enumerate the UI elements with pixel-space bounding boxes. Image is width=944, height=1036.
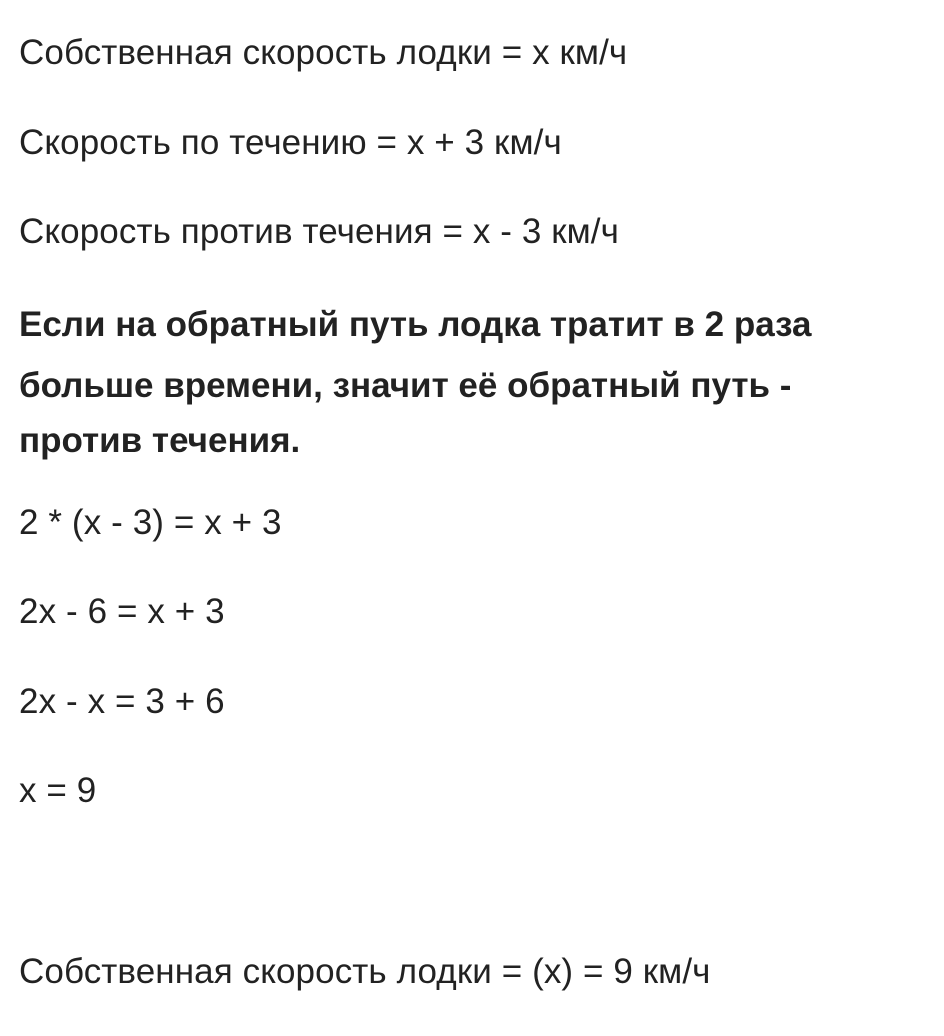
equation-result: x = 9: [19, 771, 97, 810]
equation-step-3: 2x - x = 3 + 6: [19, 682, 225, 721]
given-upstream-speed: Скорость против течения = x - 3 км/ч: [19, 212, 619, 251]
given-downstream-speed: Скорость по течению = x + 3 км/ч: [19, 123, 562, 162]
given-own-speed: Собственная скорость лодки = x км/ч: [19, 33, 628, 72]
final-answer: Собственная скорость лодки = (x) = 9 км/ч: [19, 952, 711, 991]
reasoning-line-3: против течения.: [19, 421, 301, 460]
equation-step-1: 2 * (x - 3) = x + 3: [19, 503, 282, 542]
reasoning-line-1: Если на обратный путь лодка тратит в 2 раза: [19, 305, 812, 344]
equation-step-2: 2x - 6 = x + 3: [19, 592, 225, 631]
reasoning-line-2: больше времени, значит её обратный путь -: [19, 366, 792, 405]
